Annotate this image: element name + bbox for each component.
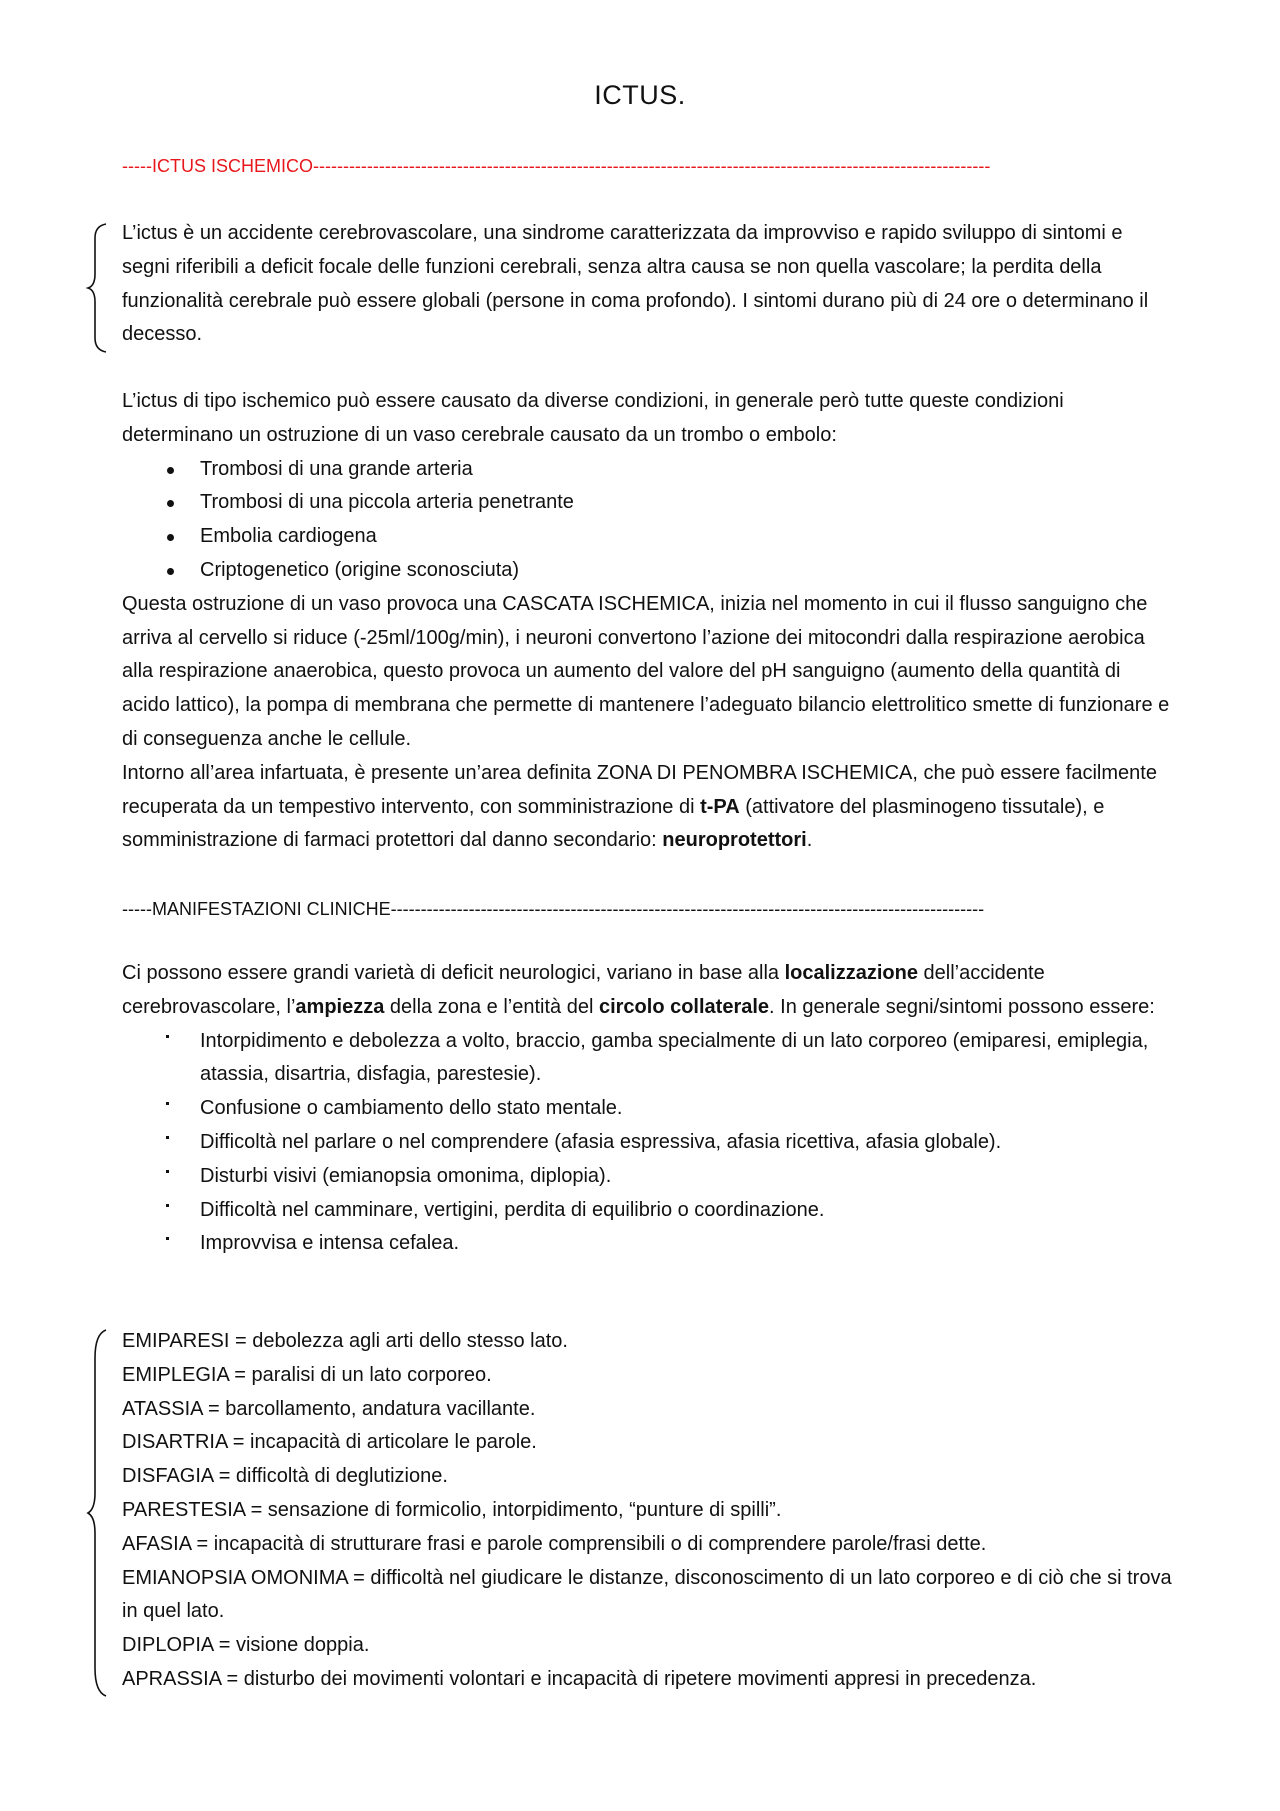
tpa-term: t-PA	[700, 795, 740, 818]
list-item: Difficoltà nel parlare o nel comprendere (afasia espressiva, afasia ricettiva, afasia globale).	[122, 1126, 1172, 1160]
glossary-item: APRASSIA = disturbo dei movimenti volontari e incapacità di ripetere movimenti appresi in precedenza.	[122, 1667, 1037, 1690]
list-item: Disturbi visivi (emianopsia omonima, diplopia).	[122, 1160, 1172, 1194]
section-heading-ictus-ischemico: -----ICTUS ISCHEMICO-----------------------------------------------------------------------------------------------------------------	[122, 156, 991, 176]
glossary-item: DISFAGIA = difficoltà di deglutizione.	[122, 1465, 448, 1488]
neuroprotettori-term: neuroprotettori	[662, 829, 807, 852]
list-item: Intorpidimento e debolezza a volto, braccio, gamba specialmente di un lato corporeo (emiparesi, emiplegia, atassia, disartria, disfagia, parestesie).	[122, 1025, 1172, 1093]
list-item: Improvvisa e intensa cefalea.	[122, 1227, 1172, 1261]
glossary-item: EMIANOPSIA OMONIMA = difficoltà nel giudicare le distanze, disconoscimento di un lato corporeo e di ciò che si trova in quel lato.	[122, 1566, 1172, 1623]
glossary-item: EMIPLEGIA = paralisi di un lato corporeo.	[122, 1363, 492, 1386]
left-brace-icon	[86, 1328, 110, 1698]
glossary-item: EMIPARESI = debolezza agli arti dello stesso lato.	[122, 1330, 568, 1352]
causes-intro-text: L’ictus di tipo ischemico può essere causato da diverse condizioni, in generale però tutte queste condizioni determinano un ostruzione di un vaso cerebrale causato da un trombo o embolo:	[122, 390, 1064, 446]
clinical-section	[122, 957, 1172, 1261]
clinical-intro-text: Ci possono essere grandi varietà di deficit neurologici, variano in base alla localizzazione dell’accidente cerebrovascolare, l’ampiezza della zona e l’entità del circolo collaterale. In generale segni/sintomi possono essere:	[122, 962, 1155, 1018]
list-item: Criptogenetico (origine sconosciuta)	[122, 554, 1172, 588]
list-item: Embolia cardiogena	[122, 520, 1172, 554]
glossary-item: AFASIA = incapacità di strutturare frasi e parole comprensibili o di comprendere parole/frasi dette.	[122, 1532, 987, 1555]
ischemic-cascade-text: Questa ostruzione di un vaso provoca una CASCATA ISCHEMICA, inizia nel momento in cui il flusso sanguigno che arriva al cervello si riduce (-25ml/100g/min), i neuroni convertono l’azione dei mitocondri dalla respirazione aerobica alla respirazione anaerobica, questo provoca un aumento del valore del pH sanguigno (aumento della quantità di acido lattico), la pompa di membrana che permette di mantenere l’adeguato bilancio elettrolitico smette di funzionare e di conseguenza anche le cellule.	[122, 592, 1170, 750]
symptoms-list	[122, 1025, 1172, 1262]
glossary-item: ATASSIA = barcollamento, andatura vacillante.	[122, 1397, 536, 1420]
causes-section	[122, 385, 1172, 858]
glossary-item: DISARTRIA = incapacità di articolare le parole.	[122, 1431, 537, 1454]
definition-text: L’ictus è un accidente cerebrovascolare, una sindrome caratterizzata da improvviso e rapido sviluppo di sintomi e segni riferibili a deficit focale delle funzioni cerebrali, senza altra causa se non quella vascolare; la perdita della funzionalità cerebrale può essere globali (persone in coma profondo). I sintomi durano più di 24 ore o determinano il decesso.	[122, 222, 1149, 346]
glossary-item: DIPLOPIA = visione doppia.	[122, 1634, 370, 1657]
section-heading-manifestazioni-cliniche: -----MANIFESTAZIONI CLINICHE---------------------------------------------------------------------------------------------------	[122, 899, 985, 919]
list-item: Trombosi di una grande arteria	[122, 453, 1172, 487]
glossary	[122, 1325, 1172, 1697]
penumbra-text: Intorno all’area infartuata, è presente un’area definita ZONA DI PENOMBRA ISCHEMICA, che può essere facilmente recuperata da un tempestivo intervento, con somministrazione di t-PA (attivatore del plasminogeno tissutale), e somministrazione di farmaci protettori dal danno secondario: neuroprotettori.	[122, 761, 1157, 852]
list-item: Confusione o cambiamento dello stato mentale.	[122, 1092, 1172, 1126]
left-brace-icon	[86, 222, 110, 354]
intro-paragraph	[122, 217, 1172, 352]
glossary-item: PARESTESIA = sensazione di formicolio, intorpidimento, “punture di spilli”.	[122, 1498, 782, 1521]
list-item: Difficoltà nel camminare, vertigini, perdita di equilibrio o coordinazione.	[122, 1194, 1172, 1228]
causes-list	[122, 453, 1172, 588]
list-item: Trombosi di una piccola arteria penetrante	[122, 486, 1172, 520]
page-title: ICTUS.	[594, 80, 686, 110]
